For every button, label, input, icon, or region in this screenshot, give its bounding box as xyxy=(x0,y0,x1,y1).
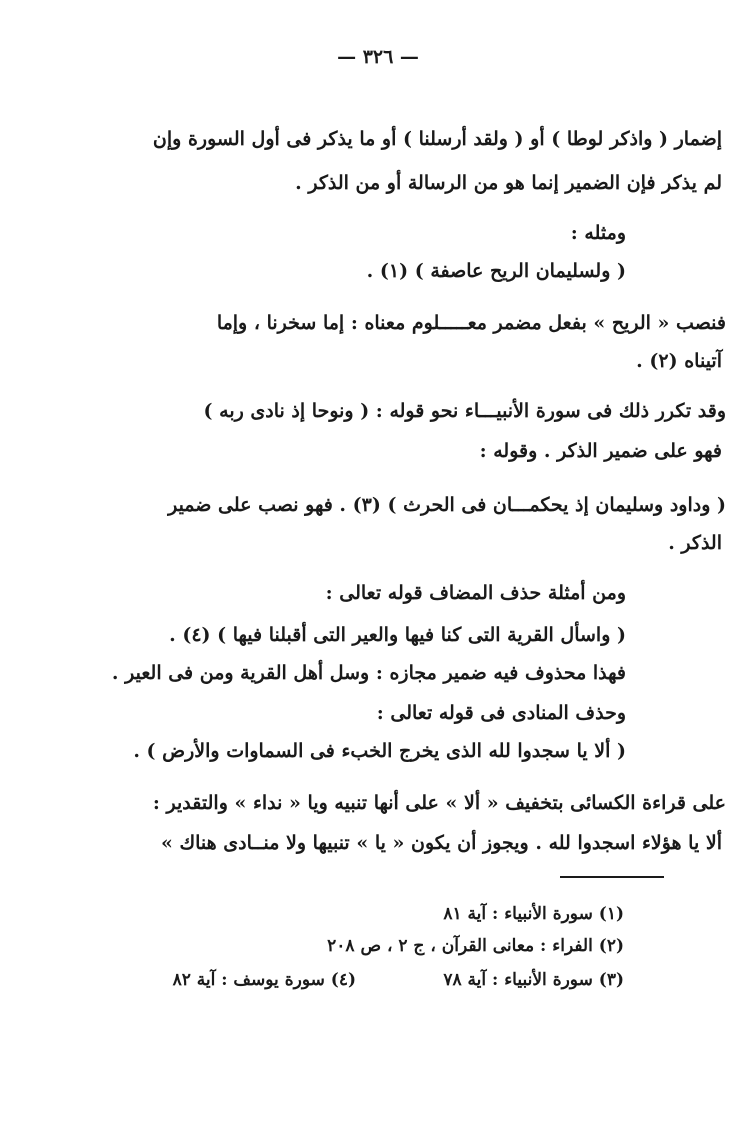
paragraph-12-line-2: ألا يا هؤلاء اسجدوا لله . ويجوز أن يكون « يا » تنبيها ولا منــادى هناك » xyxy=(160,832,722,854)
footnote-2: (٢) الفراء : معانى القرآن ، ج ٢ ، ص ٢٠٨ xyxy=(327,936,624,956)
paragraph-9: فهذا محذوف فيه ضمير مجازه : وسل أهل القرية ومن فى العير . xyxy=(111,662,626,684)
paragraph-7: ومن أمثلة حذف المضاف قوله تعالى : xyxy=(325,582,626,604)
footnote-1: (١) سورة الأنبياء : آية ٨١ xyxy=(443,904,624,924)
paragraph-2: ومثله : xyxy=(570,222,626,244)
paragraph-6-line-2: الذكر . xyxy=(668,532,722,554)
page-number: — ٣٢٦ — xyxy=(337,46,419,68)
paragraph-12-line-1: على قراءة الكسائى بتخفيف « ألا » على أنها تنبيه ويا « نداء » والتقدير : xyxy=(152,792,726,814)
quran-quote-3: ( ألا يا سجدوا لله الذى يخرج الخبء فى السماوات والأرض ) . xyxy=(133,740,626,762)
paragraph-4-line-2: آتيناه (٢) . xyxy=(636,350,722,372)
paragraph-1-line-1: إضمار ( واذكر لوطا ) أو ( ولقد أرسلنا ) أو ما يذكر فى أول السورة وإن xyxy=(152,128,722,150)
footnote-3: (٣) سورة الأنبياء : آية ٧٨ xyxy=(443,970,624,990)
quran-quote-2: ( واسأل القرية التى كنا فيها والعير التى أقبلنا فيها ) (٤) . xyxy=(169,624,626,646)
footnote-separator xyxy=(560,876,664,878)
paragraph-4-line-1: فنصب « الريح » بفعل مضمر معـــــلوم معناه : إما سخرنا ، وإما xyxy=(216,312,726,334)
footnote-4: (٤) سورة يوسف : آية ٨٢ xyxy=(172,970,356,990)
paragraph-1-line-2: لم يذكر فإن الضمير إنما هو من الرسالة أو من الذكر . xyxy=(295,172,722,194)
paragraph-6-line-1: ( وداود وسليمان إذ يحكمـــان فى الحرث ) (٣) . فهو نصب على ضمير xyxy=(168,494,726,516)
paragraph-5-line-1: وقد تكرر ذلك فى سورة الأنبيـــاء نحو قوله : ( ونوحا إذ نادى ربه ) xyxy=(203,400,726,422)
paragraph-10: وحذف المنادى فى قوله تعالى : xyxy=(376,702,626,724)
paragraph-5-line-2: فهو على ضمير الذكر . وقوله : xyxy=(479,440,722,462)
quran-quote-1: ( ولسليمان الريح عاصفة ) (١) . xyxy=(366,260,626,282)
